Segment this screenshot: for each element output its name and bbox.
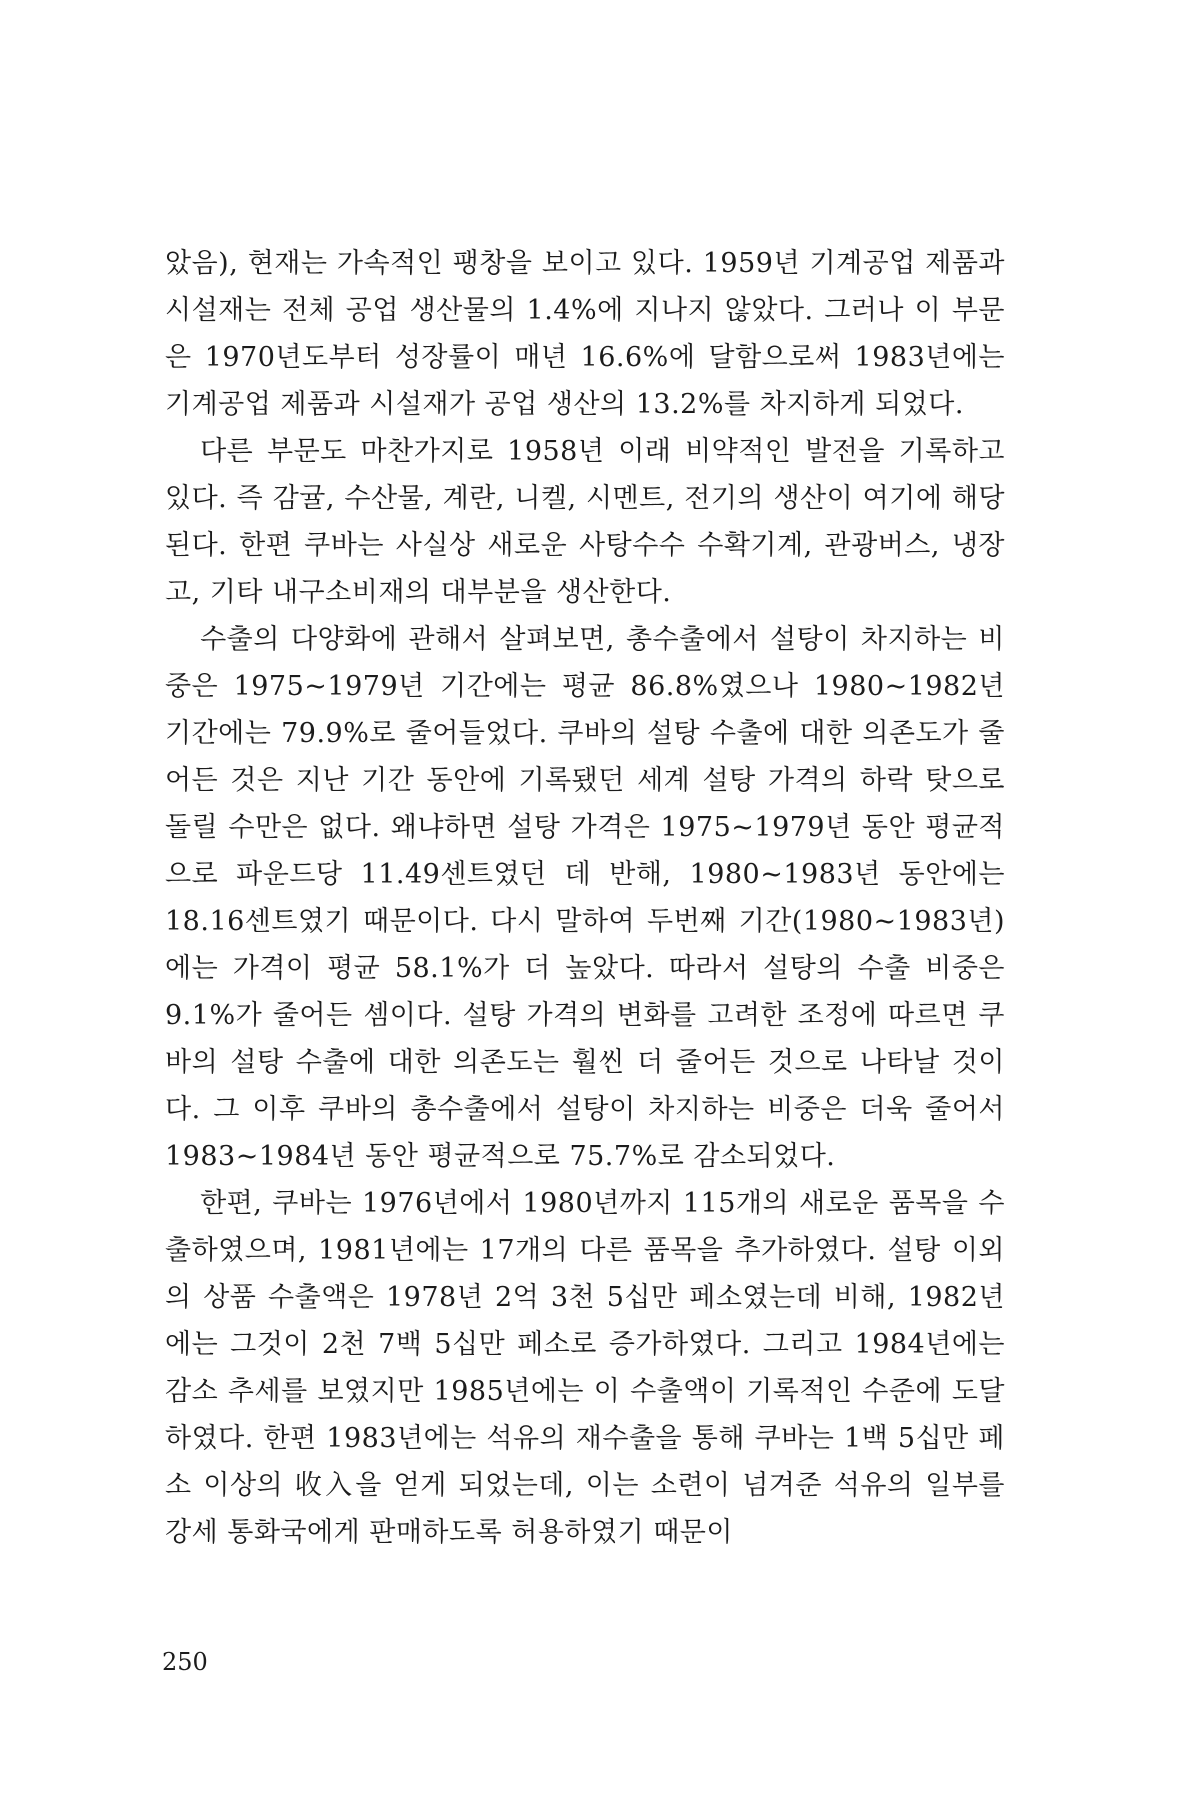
paragraph-1: 았음), 현재는 가속적인 팽창을 보이고 있다. 1959년 기계공업 제품과 시설재는 전체 공업 생산물의 1.4%에 지나지 않았다. 그러나 이 부문은 1970년도부터 성장률이 매년 16.6%에 달함으로써 1983년에는 기계공업 제품과 시설재가 공업 생산의 13.2%를 차지하게 되었다. xyxy=(165,248,1005,420)
page-body xyxy=(165,240,1005,1556)
paragraph-3: 수출의 다양화에 관해서 살펴보면, 총수출에서 설탕이 차지하는 비중은 1975~1979년 기간에는 평균 86.8%였으나 1980~1982년 기간에는 79.9%로 줄어들었다. 쿠바의 설탕 수출에 대한 의존도가 줄어든 것은 지난 기간 동안에 기록됐던 세계 설탕 가격의 하락 탓으로 돌릴 수만은 없다. 왜냐하면 설탕 가격은 1975~1979년 동안 평균적으로 파운드당 11.49센트였던 데 반해, 1980~1983년 동안에는 18.16센트였기 때문이다. 다시 말하여 두번째 기간(1980~1983년)에는 가격이 평균 58.1%가 더 높았다. 따라서 설탕의 수출 비중은 9.1%가 줄어든 셈이다. 설탕 가격의 변화를 고려한 조정에 따르면 쿠바의 설탕 수출에 대한 의존도는 훨씬 더 줄어든 것으로 나타날 것이다. 그 이후 쿠바의 총수출에서 설탕이 차지하는 비중은 더욱 줄어서 1983~1984년 동안 평균적으로 75.7%로 감소되었다. xyxy=(165,624,1005,1172)
page-number: 250 xyxy=(162,1648,208,1676)
paragraph-2: 다른 부문도 마찬가지로 1958년 이래 비약적인 발전을 기록하고 있다. 즉 감귤, 수산물, 계란, 니켈, 시멘트, 전기의 생산이 여기에 해당된다. 한편 쿠바는 사실상 새로운 사탕수수 수확기계, 관광버스, 냉장고, 기타 내구소비재의 대부분을 생산한다. xyxy=(165,436,1005,608)
paragraph-4: 한편, 쿠바는 1976년에서 1980년까지 115개의 새로운 품목을 수출하였으며, 1981년에는 17개의 다른 품목을 추가하였다. 설탕 이외의 상품 수출액은 1978년 2억 3천 5십만 페소였는데 비해, 1982년에는 그것이 2천 7백 5십만 페소로 증가하였다. 그리고 1984년에는 감소 추세를 보였지만 1985년에는 이 수출액이 기록적인 수준에 도달하였다. 한편 1983년에는 석유의 재수출을 통해 쿠바는 1백 5십만 페소 이상의 收入을 얻게 되었는데, 이는 소련이 넘겨준 석유의 일부를 강세 통화국에게 판매하도록 허용하였기 때문이 xyxy=(165,1188,1005,1548)
